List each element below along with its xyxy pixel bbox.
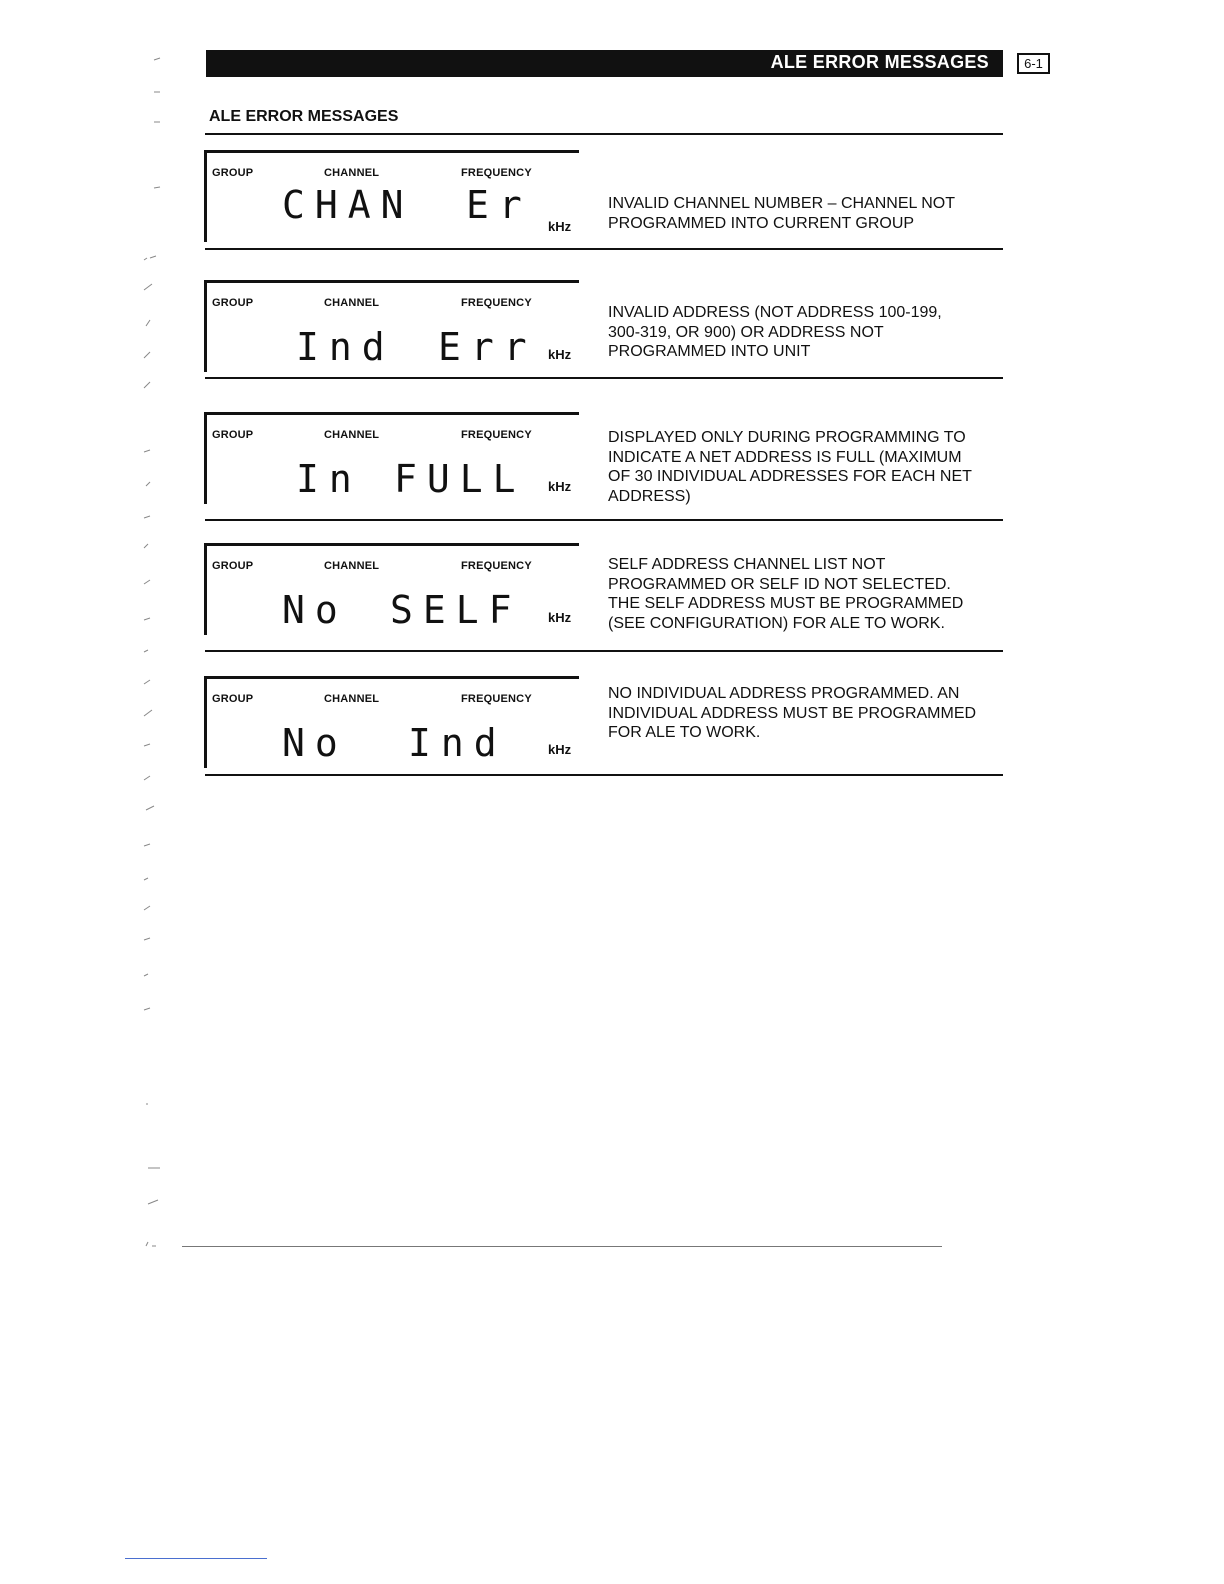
message-description-2: INVALID ADDRESS (NOT ADDRESS 100-199, 300-319, OR 900) OR ADDRESS NOT PROGRAMMED INTO UNIT bbox=[608, 304, 942, 360]
lcd-readout bbox=[204, 575, 582, 637]
group-label: GROUP bbox=[212, 429, 254, 441]
frequency-label: FREQUENCY bbox=[461, 167, 532, 179]
lcd-channel-text: No bbox=[282, 588, 348, 632]
frequency-label: FREQUENCY bbox=[461, 560, 532, 572]
header-bar bbox=[206, 50, 1003, 77]
lcd-panel-1 bbox=[204, 150, 582, 242]
scan-edge-marks bbox=[140, 40, 170, 1260]
message-description-4: SELF ADDRESS CHANNEL LIST NOT PROGRAMMED OR SELF ID NOT SELECTED. THE SELF ADDRESS MUST BE PROGRAMMED (SEE CONFIGURATION) FOR ALE TO WORK. bbox=[608, 556, 964, 632]
section-title: ALE ERROR MESSAGES bbox=[209, 108, 399, 125]
khz-unit: kHz bbox=[548, 479, 572, 494]
page-number-badge: 6-1 bbox=[1017, 53, 1050, 74]
entry-divider bbox=[205, 519, 1003, 521]
footer-blue-rule bbox=[125, 1558, 267, 1559]
lcd-panel-4 bbox=[204, 543, 582, 635]
lcd-readout bbox=[204, 444, 582, 506]
channel-label: CHANNEL bbox=[324, 560, 380, 572]
channel-label: CHANNEL bbox=[324, 429, 380, 441]
lcd-frequency-text: FULL bbox=[394, 457, 526, 501]
entry-divider bbox=[205, 377, 1003, 379]
lcd-readout bbox=[204, 708, 582, 770]
lcd-readout bbox=[204, 182, 582, 244]
lcd-frequency-text: SELF bbox=[390, 588, 522, 632]
message-description-5: NO INDIVIDUAL ADDRESS PROGRAMMED. AN INDIVIDUAL ADDRESS MUST BE PROGRAMMED FOR ALE TO WORK. bbox=[608, 685, 977, 741]
lcd-channel-text: CHAN bbox=[282, 183, 414, 227]
lcd-readout bbox=[204, 312, 582, 374]
channel-label: CHANNEL bbox=[324, 167, 380, 179]
group-label: GROUP bbox=[212, 297, 254, 309]
lcd-frequency-text: Ind bbox=[408, 721, 507, 765]
header-title: ALE ERROR MESSAGES bbox=[770, 52, 989, 72]
group-label: GROUP bbox=[212, 560, 254, 572]
khz-unit: kHz bbox=[548, 742, 572, 757]
message-description-1: INVALID CHANNEL NUMBER – CHANNEL NOT PROGRAMMED INTO CURRENT GROUP bbox=[608, 195, 956, 232]
lcd-channel-text: Ind bbox=[296, 325, 395, 369]
frequency-label: FREQUENCY bbox=[461, 693, 532, 705]
khz-unit: kHz bbox=[548, 347, 572, 362]
khz-unit: kHz bbox=[548, 219, 572, 234]
lcd-channel-text: In bbox=[296, 457, 362, 501]
message-description-3: DISPLAYED ONLY DURING PROGRAMMING TO INDICATE A NET ADDRESS IS FULL (MAXIMUM OF 30 INDIVIDUAL ADDRESSES FOR EACH NET ADDRESS) bbox=[608, 429, 972, 505]
group-label: GROUP bbox=[212, 167, 254, 179]
lcd-panel-5 bbox=[204, 676, 582, 768]
frequency-label: FREQUENCY bbox=[461, 429, 532, 441]
lcd-frequency-text: Er bbox=[466, 183, 532, 227]
channel-label: CHANNEL bbox=[324, 693, 380, 705]
lcd-channel-text: No bbox=[282, 721, 348, 765]
khz-unit: kHz bbox=[548, 610, 572, 625]
entry-divider bbox=[205, 650, 1003, 652]
footer-rule bbox=[182, 1246, 942, 1247]
section-rule bbox=[205, 133, 1003, 135]
lcd-panel-2 bbox=[204, 280, 582, 372]
group-label: GROUP bbox=[212, 693, 254, 705]
entry-divider bbox=[205, 774, 1003, 776]
lcd-frequency-text: Err bbox=[438, 325, 537, 369]
frequency-label: FREQUENCY bbox=[461, 297, 532, 309]
channel-label: CHANNEL bbox=[324, 297, 380, 309]
lcd-panel-3 bbox=[204, 412, 582, 504]
entry-divider bbox=[205, 248, 1003, 250]
